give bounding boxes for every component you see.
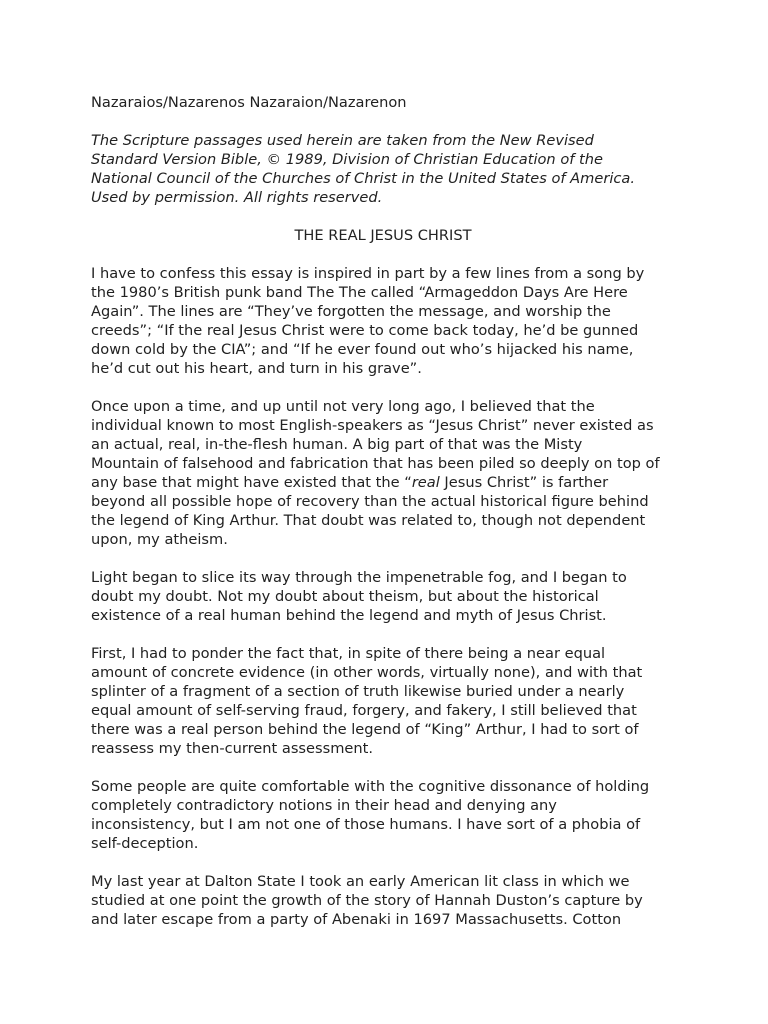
paragraph-line: equal amount of self-serving fraud, forgery, and fakery, I still believed that	[91, 702, 637, 719]
paragraph-5	[91, 777, 691, 853]
paragraph-line: studied at one point the growth of the story of Hannah Duston’s capture by	[91, 892, 643, 909]
paragraph-line: self-deception.	[91, 835, 199, 852]
permission-line: Standard Version Bible, © 1989, Division of Christian Education of the	[91, 151, 603, 168]
paragraph-line: individual known to most English-speakers as “Jesus Christ” never existed as	[91, 417, 654, 434]
paragraph-text: Jesus Christ” is farther	[439, 474, 609, 491]
emphasis-text: real	[411, 474, 440, 491]
paragraph-line: reassess my then-current assessment.	[91, 740, 374, 757]
document-header: Nazaraios/Nazarenos Nazaraion/Nazarenon	[91, 94, 407, 111]
paragraph-line: Some people are quite comfortable with the cognitive dissonance of holding	[91, 778, 650, 795]
paragraph-line: doubt my doubt. Not my doubt about theism, but about the historical	[91, 588, 599, 605]
paragraph-3	[91, 568, 691, 625]
paragraph-line: inconsistency, but I am not one of those humans. I have sort of a phobia of	[91, 816, 641, 833]
paragraph-line: down cold by the CIA”; and “If he ever found out who’s hijacked his name,	[91, 341, 634, 358]
paragraph-line	[91, 473, 691, 492]
paragraph-line: amount of concrete evidence (in other words, virtually none), and with that	[91, 664, 643, 681]
paragraph-line: First, I had to ponder the fact that, in spite of there being a near equal	[91, 645, 606, 662]
document-body	[91, 93, 691, 929]
paragraph-line: upon, my atheism.	[91, 531, 228, 548]
paragraph-text: any base that might have existed that the “	[91, 474, 412, 491]
paragraph-1	[91, 264, 691, 378]
paragraph-line: there was a real person behind the legend of “King” Arthur, I had to sort of	[91, 721, 639, 738]
permission-line: Used by permission. All rights reserved.	[91, 189, 383, 206]
paragraph-line: he’d cut out his heart, and turn in his grave”.	[91, 360, 422, 377]
permission-line: The Scripture passages used herein are taken from the New Revised	[91, 132, 594, 149]
permission-line: National Council of the Churches of Christ in the United States of America.	[91, 170, 636, 187]
permission-notice	[91, 131, 691, 207]
paragraph-line: the 1980’s British punk band The The called “Armageddon Days Are Here	[91, 284, 628, 301]
paragraph-line: Again”. The lines are “They’ve forgotten the message, and worship the	[91, 303, 611, 320]
paragraph-line: completely contradictory notions in their head and denying any	[91, 797, 557, 814]
paragraph-line: beyond all possible hope of recovery than the actual historical figure behind	[91, 493, 649, 510]
paragraph-line: the legend of King Arthur. That doubt was related to, though not dependent	[91, 512, 646, 529]
paragraph-line: an actual, real, in-the-flesh human. A big part of that was the Misty	[91, 436, 583, 453]
paragraph-line: Light began to slice its way through the impenetrable fog, and I began to	[91, 569, 627, 586]
essay-title: THE REAL JESUS CHRIST	[294, 227, 472, 244]
paragraph-line: splinter of a fragment of a section of truth likewise buried under a nearly	[91, 683, 625, 700]
paragraph-line: creeds”; “If the real Jesus Christ were to come back today, he’d be gunned	[91, 322, 639, 339]
paragraph-line: I have to confess this essay is inspired in part by a few lines from a song by	[91, 265, 645, 282]
paragraph-line: Once upon a time, and up until not very long ago, I believed that the	[91, 398, 595, 415]
paragraph-line: Mountain of falsehood and fabrication that has been piled so deeply on top of	[91, 455, 660, 472]
paragraph-line: existence of a real human behind the legend and myth of Jesus Christ.	[91, 607, 607, 624]
paragraph-6	[91, 872, 691, 929]
paragraph-line: My last year at Dalton State I took an early American lit class in which we	[91, 873, 630, 890]
paragraph-line: and later escape from a party of Abenaki in 1697 Massachusetts. Cotton	[91, 911, 622, 928]
paragraph-2	[91, 397, 691, 549]
paragraph-4	[91, 644, 691, 758]
